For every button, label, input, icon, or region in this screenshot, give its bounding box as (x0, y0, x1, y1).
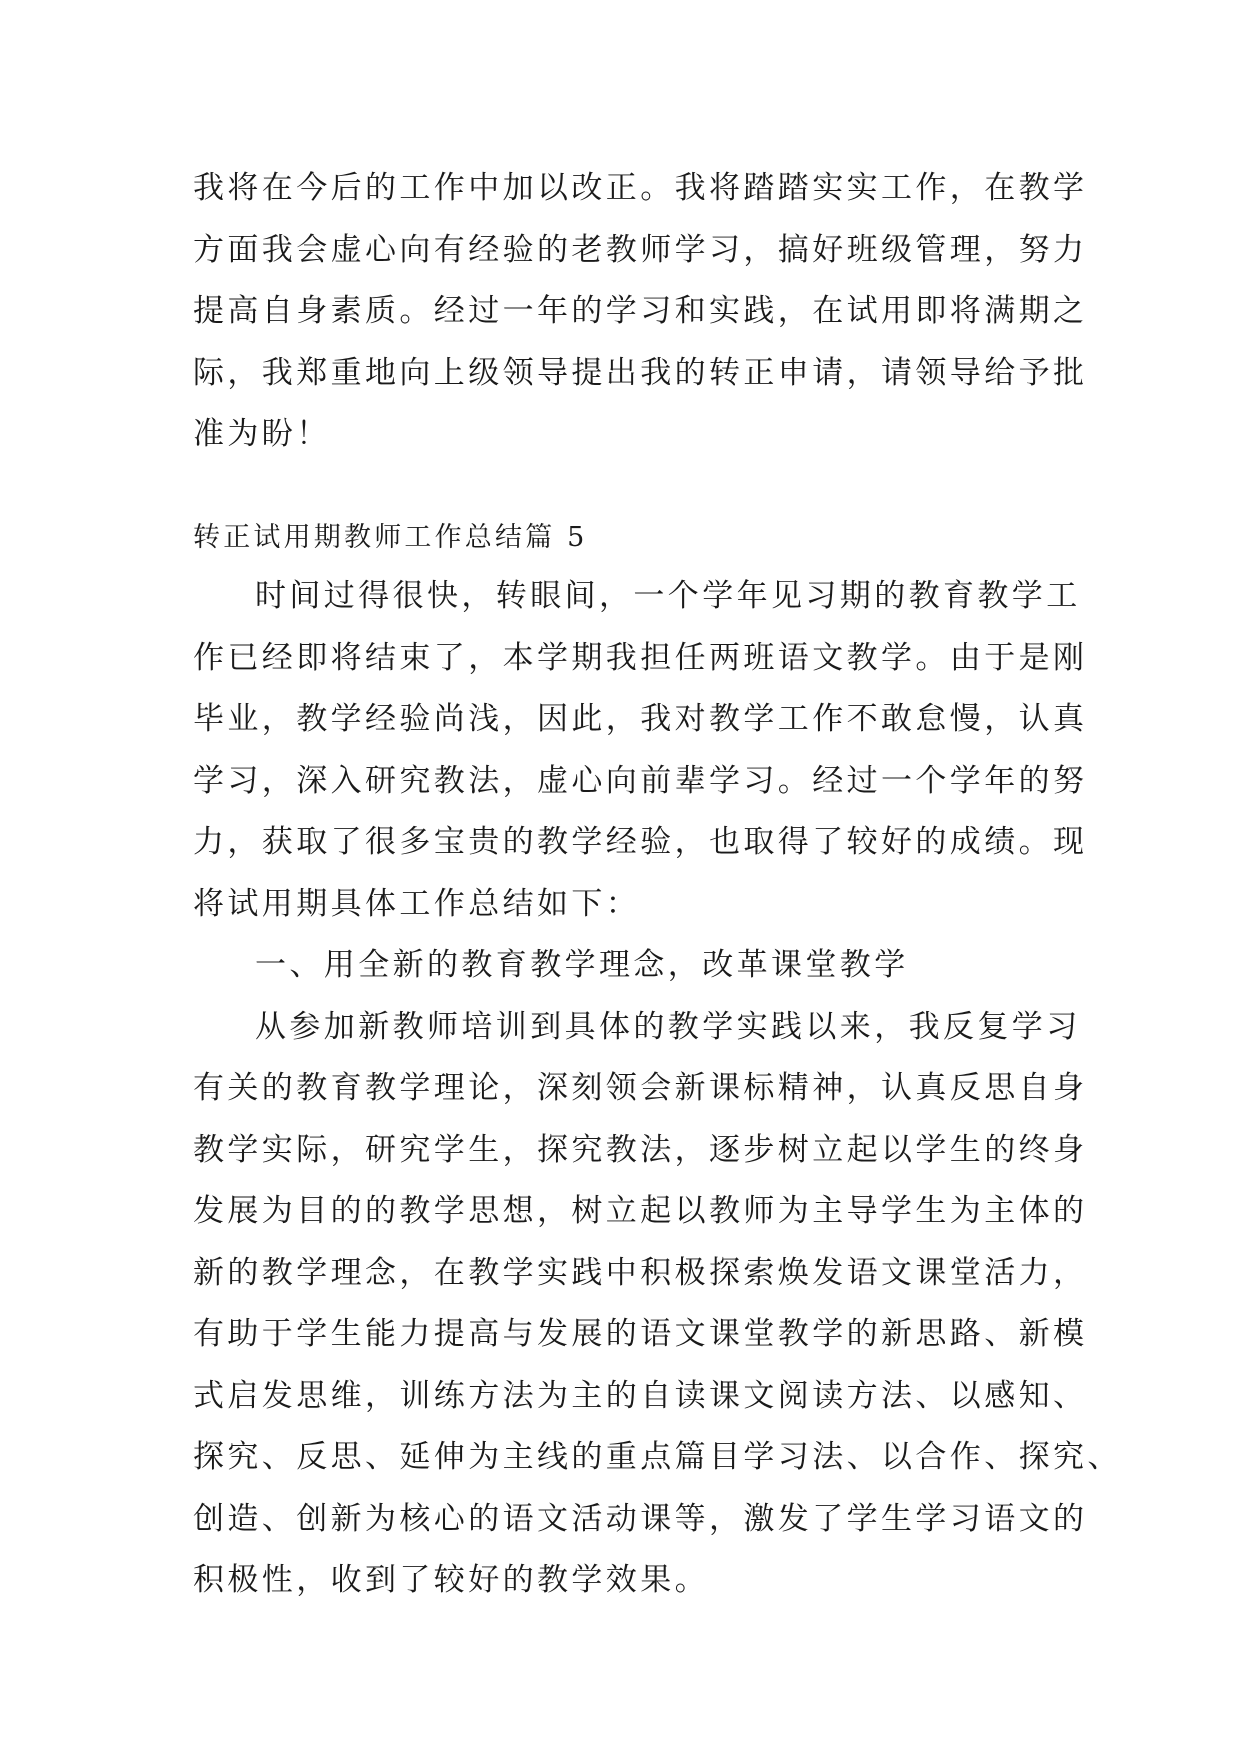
text-line: 学习，深入研究教法，虚心向前辈学习。经过一个学年的努 (193, 762, 1088, 799)
paragraph-2 (193, 997, 1122, 1612)
text-line: 积极性，收到了较好的教学效果。 (193, 1562, 709, 1598)
text-line: 毕业，教学经验尚浅，因此，我对教学工作不敢怠慢，认真 (193, 701, 1088, 737)
text-line: 式启发思维，训练方法为主的自读课文阅读方法、以感知、 (193, 1377, 1088, 1414)
text-line: 准为盼！ (193, 416, 331, 452)
text-line: 我将在今后的工作中加以改正。我将踏踏实实工作，在教学 (193, 170, 1088, 206)
text-line: 方面我会虚心向有经验的老教师学习，搞好班级管理，努力 (193, 231, 1088, 268)
text-line: 将试用期具体工作总结如下： (193, 885, 641, 922)
text-line: 际，我郑重地向上级领导提出我的转正申请，请领导给予批 (193, 354, 1088, 391)
subheading (193, 935, 1063, 997)
text-line: 有助于学生能力提高与发展的语文课堂教学的新思路、新模 (193, 1316, 1088, 1352)
text-line: 创造、创新为核心的语文活动课等，激发了学生学习语文的 (193, 1500, 1088, 1537)
text-line: 力，获取了很多宝贵的教学经验，也取得了较好的成绩。现 (193, 824, 1088, 860)
text-line: 发展为目的的教学思想，树立起以教师为主导学生为主体的 (193, 1193, 1088, 1229)
text-line: 从参加新教师培训到具体的教学实践以来，我反复学习 (255, 1008, 1081, 1045)
text-line: 时间过得很快，转眼间，一个学年见习期的教育教学工 (255, 578, 1081, 614)
text-line: 作已经即将结束了，本学期我担任两班语文教学。由于是刚 (193, 639, 1088, 676)
intro-paragraph (193, 158, 1088, 466)
subheading-text: 一、用全新的教育教学理念，改革课堂教学 (255, 947, 909, 983)
text-line: 有关的教育教学理论，深刻领会新课标精神，认真反思自身 (193, 1070, 1088, 1106)
text-line: 教学实际，研究学生，探究教法，逐步树立起以学生的终身 (193, 1131, 1088, 1168)
text-line: 新的教学理念，在教学实践中积极探索焕发语文课堂活力， (193, 1254, 1088, 1291)
section-body (193, 566, 1122, 1612)
text-line: 探究、反思、延伸为主线的重点篇目学习法、以合作、探究、 (193, 1439, 1122, 1475)
text-line: 提高自身素质。经过一年的学习和实践，在试用即将满期之 (193, 293, 1088, 329)
section-heading: 转正试用期教师工作总结篇 5 (193, 522, 588, 553)
paragraph-1 (193, 566, 1088, 935)
